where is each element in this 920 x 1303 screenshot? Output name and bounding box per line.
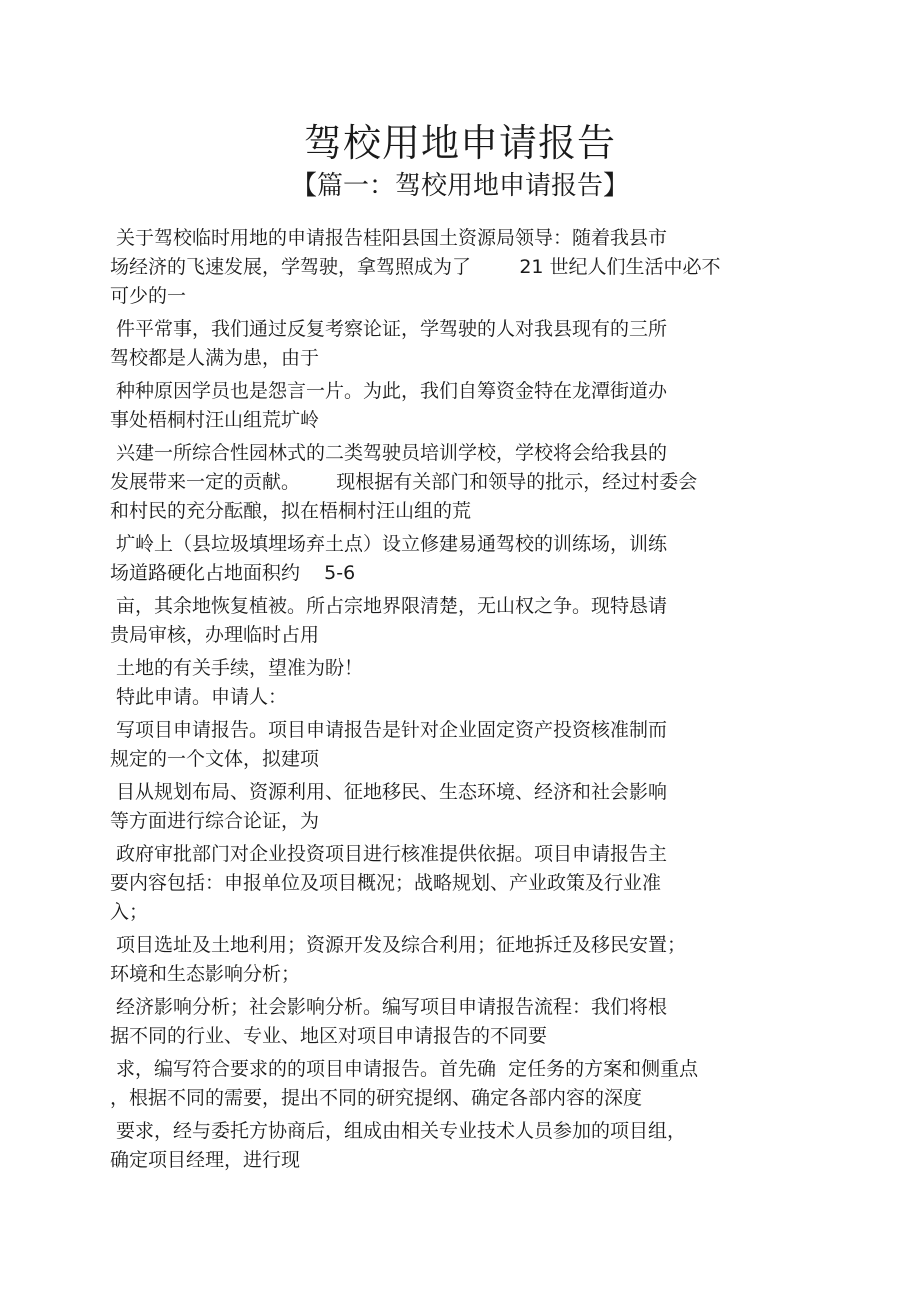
text-line: 土地的有关手续，望准为盼！ <box>110 657 364 679</box>
text-line: 和村民的充分酝酿，拟在梧桐村汪山组的荒 <box>110 500 472 522</box>
text-line: 关于驾校临时用地的申请报告桂阳县国土资源局领导：随着我县市 <box>110 227 668 249</box>
text-line: 等方面进行综合论证，为 <box>110 810 320 832</box>
document-title: 驾校用地申请报告 <box>303 121 616 165</box>
text-line: 场经济的飞速发展，学驾驶，拿驾照成为了 21 世纪人们生活中必不 <box>110 256 721 278</box>
text-line: 件平常事，我们通过反复考察论证，学驾驶的人对我县现有的三所 <box>110 318 668 340</box>
text-line: 圹岭上（县垃圾填埋场弃土点）设立修建易通驾校的训练场，训练 <box>110 533 668 555</box>
text-line: 贵局审核，办理临时占用 <box>110 624 320 646</box>
text-line: 目从规划布局、资源利用、征地移民、生态环境、经济和社会影响 <box>110 781 668 803</box>
text-line: 场道路硬化占地面积约 5-6 <box>110 562 356 584</box>
text-line: 求，编写符合要求的的项目申请报告。首先确 定任务的方案和侧重点 <box>110 1058 699 1080</box>
text-line: 经济影响分析；社会影响分析。编写项目申请报告流程：我们将根 <box>110 996 668 1018</box>
text-line: ，根据不同的需要，提出不同的研究提纲、确定各部内容的深度 <box>110 1087 643 1109</box>
text-line: 确定项目经理，进行现 <box>110 1149 301 1171</box>
text-line: 要内容包括：申报单位及项目概况；战略规划、产业政策及行业准 <box>110 872 662 894</box>
text-line: 事处梧桐村汪山组荒圹岭 <box>110 409 320 431</box>
text-line: 写项目申请报告。项目申请报告是针对企业固定资产投资核准制而 <box>110 719 668 741</box>
text-line: 兴建一所综合性园林式的二类驾驶员培训学校，学校将会给我县的 <box>110 442 668 464</box>
text-line: 项目选址及土地利用；资源开发及综合利用；征地拆迁及移民安置； <box>110 934 687 956</box>
text-line: 驾校都是人满为患，由于 <box>110 347 320 369</box>
text-line: 入； <box>110 901 149 923</box>
text-line: 可少的一 <box>110 285 187 307</box>
document-body <box>110 224 790 1175</box>
text-line: 要求，经与委托方协商后，组成由相关专业技术人员参加的项目组， <box>110 1120 687 1142</box>
text-line: 特此申请。申请人： <box>110 686 288 708</box>
text-line: 发展带来一定的贡献。 现根据有关部门和领导的批示，经过村委会 <box>110 471 698 493</box>
document-subtitle: 【篇一：驾校用地申请报告】 <box>290 171 629 201</box>
text-line: 环境和生态影响分析； <box>110 963 301 985</box>
text-line: 规定的一个文体，拟建项 <box>110 748 320 770</box>
text-line: 政府审批部门对企业投资项目进行核准提供依据。项目申请报告主 <box>110 843 668 865</box>
text-line: 亩，其余地恢复植被。所占宗地界限清楚，无山权之争。现特恳请 <box>110 595 668 617</box>
text-line: 据不同的行业、专业、地区对项目申请报告的不同要 <box>110 1025 548 1047</box>
text-line: 种种原因学员也是怨言一片。为此，我们自筹资金特在龙潭街道办 <box>110 380 668 402</box>
